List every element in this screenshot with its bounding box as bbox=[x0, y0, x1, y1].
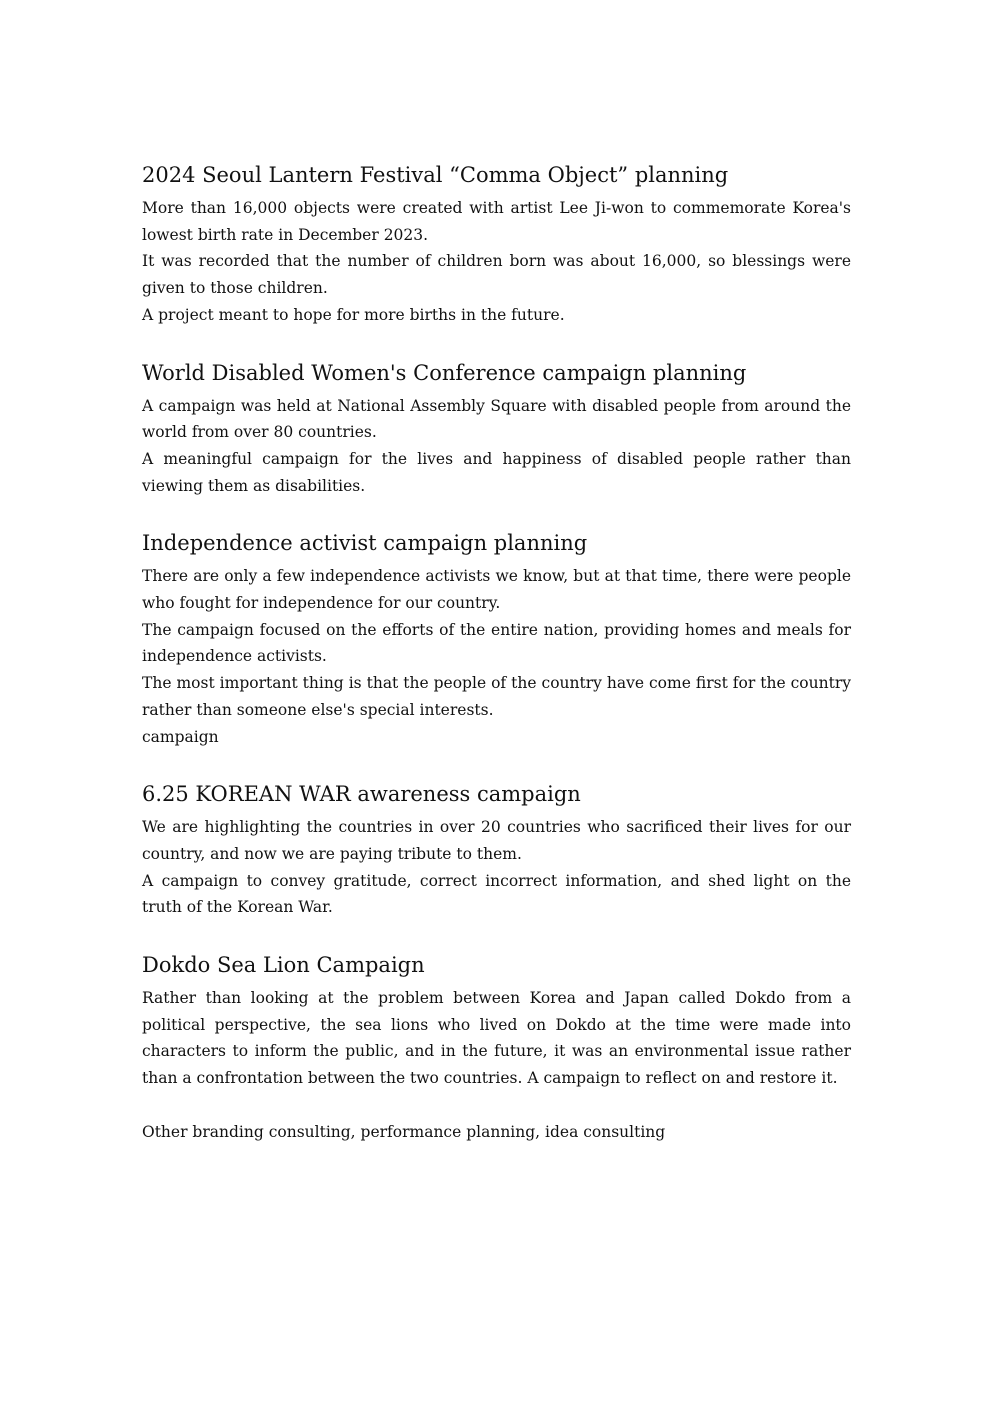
section-heading: Independence activist campaign planning bbox=[142, 531, 588, 556]
section-paragraph: A campaign to convey gratitude, correct incorrect information, and shed light on the truth of the Korean War. bbox=[142, 871, 851, 917]
section-paragraph: A meaningful campaign for the lives and happiness of disabled people rather than viewing them as disabilities. bbox=[142, 449, 851, 495]
section-paragraph: Rather than looking at the problem between Korea and Japan called Dokdo from a political perspective, the sea lions who lived on Dokdo at the time were made into characters to inform the public, and in the future, it was an environmental issue rather than a confrontation between the two countries. A campaign to reflect on and restore it. bbox=[142, 989, 851, 1088]
section-seoul-lantern-festival bbox=[142, 158, 851, 329]
section-paragraph: The campaign focused on the efforts of the entire nation, providing homes and meals for independence activists. bbox=[142, 620, 851, 666]
section-paragraph: We are highlighting the countries in over 20 countries who sacrificed their lives for our country, and now we are paying tribute to them. bbox=[142, 818, 851, 863]
section-heading: Dokdo Sea Lion Campaign bbox=[142, 953, 425, 978]
section-paragraph: campaign bbox=[142, 727, 219, 746]
section-independence-activist bbox=[142, 526, 851, 750]
section-paragraph: There are only a few independence activists we know, but at that time, there were people who fought for independence for our country. bbox=[142, 567, 851, 613]
section-heading: 6.25 KOREAN WAR awareness campaign bbox=[142, 782, 581, 807]
section-paragraph: It was recorded that the number of children born was about 16,000, so blessings were given to those children. bbox=[142, 252, 851, 298]
section-paragraph: A project meant to hope for more births in the future. bbox=[142, 305, 565, 324]
section-dokdo-sea-lion bbox=[142, 948, 851, 1092]
section-disabled-womens-conference bbox=[142, 356, 851, 500]
section-heading: 2024 Seoul Lantern Festival “Comma Object” planning bbox=[142, 163, 729, 187]
section-heading: World Disabled Women's Conference campaign planning bbox=[142, 360, 747, 385]
section-paragraph: The most important thing is that the people of the country have come first for the country rather than someone else's special interests. bbox=[142, 674, 851, 719]
section-korean-war-awareness bbox=[142, 777, 851, 921]
section-paragraph: More than 16,000 objects were created with artist Lee Ji-won to commemorate Korea's lowest birth rate in December 2023. bbox=[142, 199, 851, 244]
footer-note: Other branding consulting, performance planning, idea consulting bbox=[142, 1122, 666, 1141]
document-page bbox=[142, 158, 851, 1146]
section-paragraph: A campaign was held at National Assembly Square with disabled people from around the world from over 80 countries. bbox=[142, 396, 851, 442]
